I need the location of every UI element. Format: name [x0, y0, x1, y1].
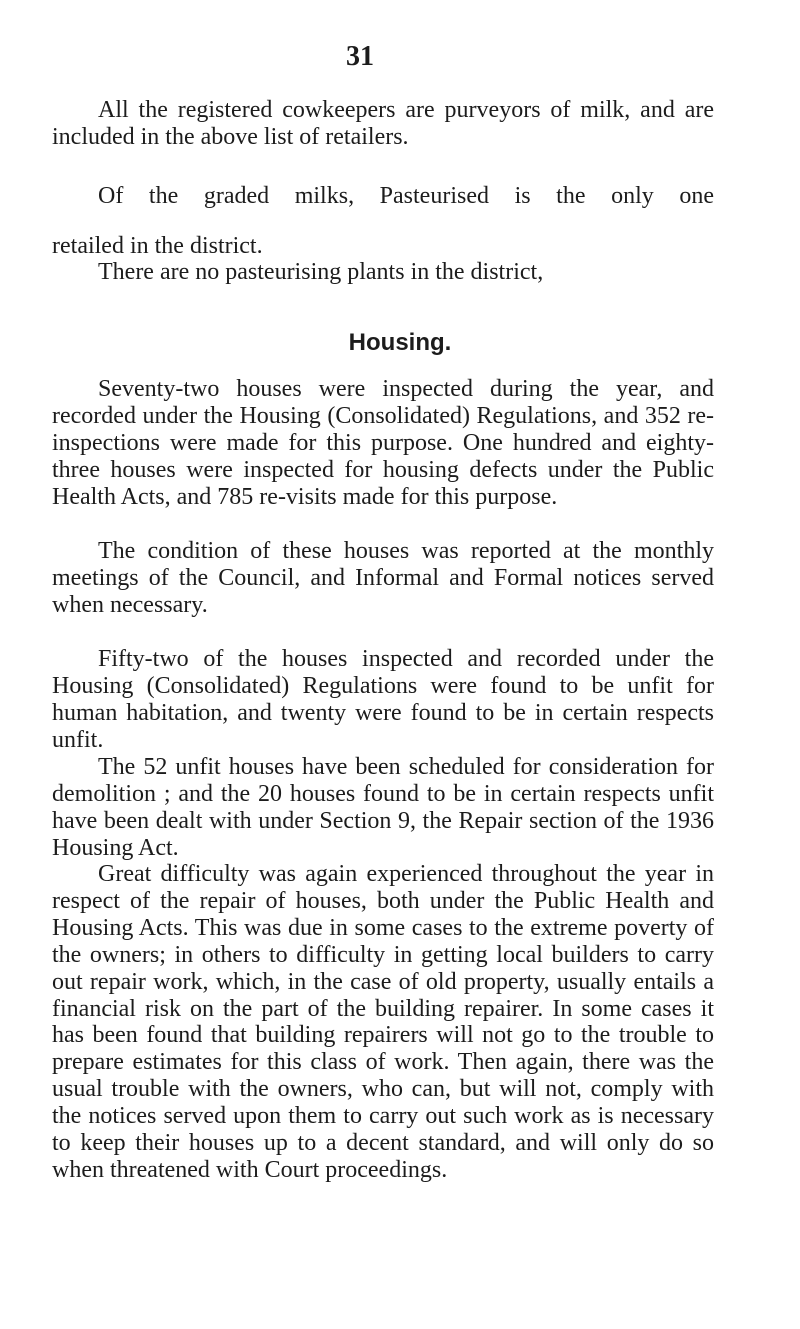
paragraph-demolition: The 52 unfit houses have been scheduled for consideration for demolition ; and the 20 houses found to be in certain respects unfit have been dealt with under Section 9, the Repair section of the 1936 Housing Act. — [52, 754, 714, 861]
paragraph-repair-difficulty: Great difficulty was again experienced throughout the year in respect of the repair of houses, both under the Public Health and Housing Acts. This was due in some cases to the extreme poverty of the owners; in others to difficulty in getting local builders to carry out repair work, which, in the case of old property, usually entails a financial risk on the part of the building repairer. In some cases it has been found that building repairers will not go to the trouble to prepare estimates for this class of work. Then again, there was the usual trouble with the owners, who can, but will not, comply with the notices served upon them to carry out such work as is necessary to keep their houses up to a decent standard, and will only do so when threatened with Court proceedings. — [52, 861, 714, 1183]
paragraph-condition-reported: The condition of these houses was reported at the monthly meetings of the Council, and Informal and Formal notices served when necessary. — [52, 538, 714, 618]
page-number: 31 — [346, 41, 374, 72]
paragraph-unfit-houses: Fifty-two of the houses inspected and recorded under the Housing (Consolidated) Regulations were found to be unfit for human habitation, and twenty were found to be in certain respects unfit. — [52, 646, 714, 753]
paragraph-pasteurising-plants: There are no pasteurising plants in the district, — [98, 259, 544, 285]
section-heading-housing: Housing. — [348, 329, 452, 356]
paragraph-retailed: retailed in the district. — [52, 233, 263, 259]
paragraph-cowkeepers: All the registered cowkeepers are purveyors of milk, and are included in the above list of retailers. — [52, 97, 714, 150]
paragraph-graded-milks: Of the graded milks, Pasteurised is the only one — [98, 183, 714, 209]
paragraph-houses-inspected: Seventy-two houses were inspected during the year, and recorded under the Housing (Consolidated) Regulations, and 352 re-inspections were made for this purpose. One hundred and eighty-three houses were inspected for housing defects under the Public Health Acts, and 785 re-visits made for this purpose. — [52, 376, 714, 510]
